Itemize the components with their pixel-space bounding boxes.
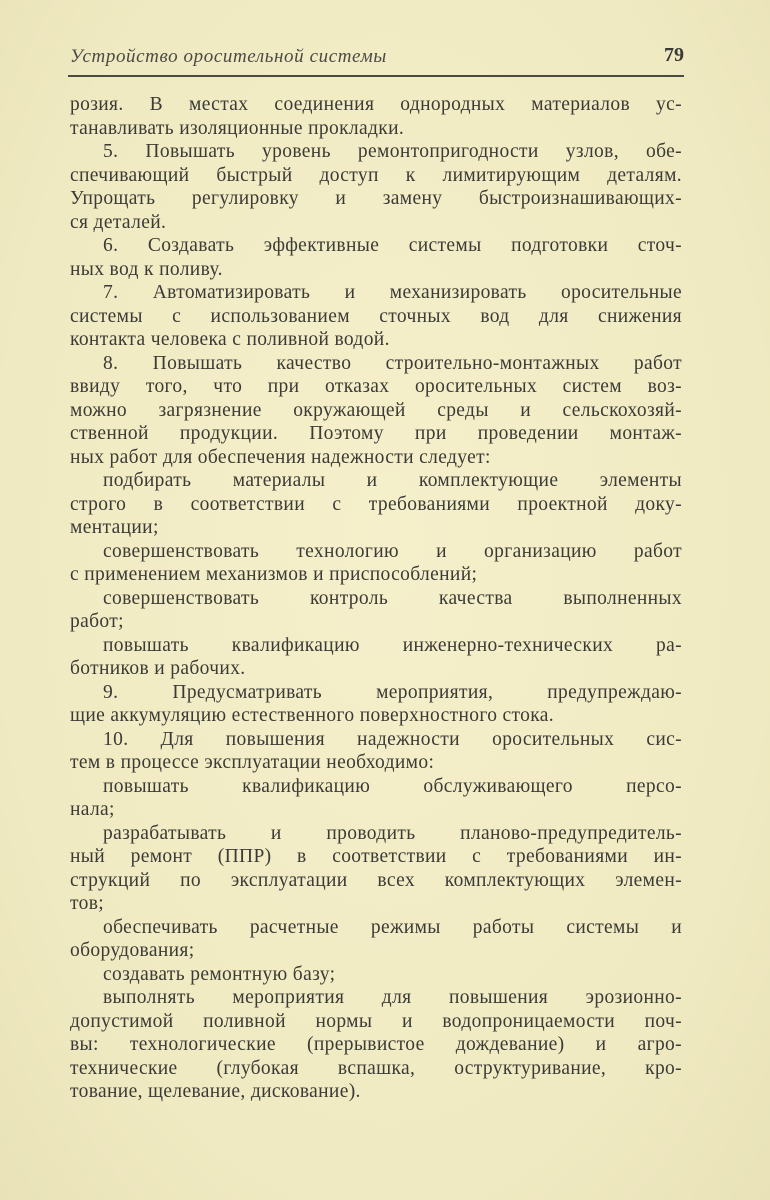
paragraph	[70, 469, 682, 540]
text-line: танавливать изоляционные прокладки.	[70, 117, 405, 139]
text-line: допустимой поливной нормы и водопроницаемости поч-	[70, 1010, 682, 1032]
text-line: щие аккумуляцию естественного поверхностного стока.	[70, 705, 555, 726]
text-line: ботников и рабочих.	[70, 658, 246, 679]
paragraph	[70, 587, 682, 634]
text-line: строго в соответствии с требованиями проектной доку-	[70, 493, 682, 515]
paragraph	[70, 281, 682, 352]
paragraph	[70, 352, 682, 470]
text-line: ся деталей.	[70, 211, 167, 233]
text-line: 8. Повышать качество строительно-монтажных работ	[103, 352, 682, 374]
text-line: ввиду того, что при отказах оросительных систем воз-	[70, 376, 682, 397]
text-line: тем в процессе эксплуатации необходимо:	[70, 752, 435, 773]
text-line: розия. В местах соединения однородных материалов ус-	[70, 94, 682, 115]
paragraph	[70, 775, 682, 822]
paragraph	[70, 634, 682, 681]
page-number: 79	[664, 44, 684, 66]
text-line: 6. Создавать эффективные системы подготовки сточ-	[103, 235, 682, 256]
paragraph	[70, 916, 682, 963]
paragraph	[70, 986, 682, 1104]
text-line: системы с использованием сточных вод для снижения	[70, 305, 682, 327]
text-line: контакта человека с поливной водой.	[70, 329, 390, 350]
paragraph	[70, 140, 682, 234]
text-line: ный ремонт (ППР) в соответствии с требованиями ин-	[70, 846, 682, 867]
text-line: 5. Повышать уровень ремонтопригодности узлов, обе-	[103, 141, 682, 162]
text-line: вы: технологические (прерывистое дождевание) и агро-	[70, 1034, 682, 1055]
paragraph	[70, 728, 682, 775]
text-line: 7. Автоматизировать и механизировать оросительные	[103, 282, 682, 303]
text-line: тов;	[70, 893, 105, 914]
paragraph	[70, 93, 682, 140]
text-line: оборудования;	[70, 940, 195, 961]
text-line: Упрощать регулировку и замену быстроизнашивающих-	[70, 188, 682, 209]
paragraph	[70, 963, 682, 987]
text-line: ственной продукции. Поэтому при проведении монтаж-	[70, 423, 682, 444]
text-line: спечивающий быстрый доступ к лимитирующим деталям.	[70, 164, 682, 186]
text-line: можно загрязнение окружающей среды и сельскохозяй-	[70, 399, 682, 421]
body-text	[70, 93, 682, 1104]
text-line: повышать квалификацию инженерно-технических ра-	[103, 634, 682, 656]
text-line: работ;	[70, 611, 124, 632]
running-title: Устройство оросительной системы	[70, 46, 387, 67]
text-line: 10. Для повышения надежности оросительных сис-	[103, 728, 682, 750]
paragraph	[70, 681, 682, 728]
text-line: струкций по эксплуатации всех комплектующих элемен-	[70, 869, 682, 891]
text-line: обеспечивать расчетные режимы работы системы и	[103, 916, 682, 938]
header-rule	[68, 75, 684, 77]
text-line: ных вод к поливу.	[70, 258, 223, 280]
text-line: ных работ для обеспечения надежности следует:	[70, 446, 491, 468]
text-line: нала;	[70, 799, 115, 820]
page-header	[70, 44, 684, 74]
text-line: выполнять мероприятия для повышения эрозионно-	[103, 987, 682, 1008]
paragraph	[70, 822, 682, 916]
text-line: с применением механизмов и приспособлений;	[70, 564, 478, 585]
text-line: разрабатывать и проводить планово-предупредитель-	[103, 822, 682, 844]
text-line: создавать ремонтную базу;	[103, 963, 336, 985]
text-line: технические (глубокая вспашка, оструктуривание, кро-	[70, 1057, 682, 1079]
text-line: повышать квалификацию обслуживающего персо-	[103, 775, 682, 797]
text-line: тование, щелевание, дискование).	[70, 1081, 361, 1102]
text-line: ментации;	[70, 517, 159, 538]
text-line: совершенствовать технологию и организацию работ	[103, 540, 682, 562]
text-line: совершенствовать контроль качества выполненных	[103, 587, 682, 609]
paragraph	[70, 540, 682, 587]
text-line: подбирать материалы и комплектующие элементы	[103, 470, 682, 491]
paragraph	[70, 234, 682, 281]
text-line: 9. Предусматривать мероприятия, предупреждаю-	[103, 681, 682, 703]
